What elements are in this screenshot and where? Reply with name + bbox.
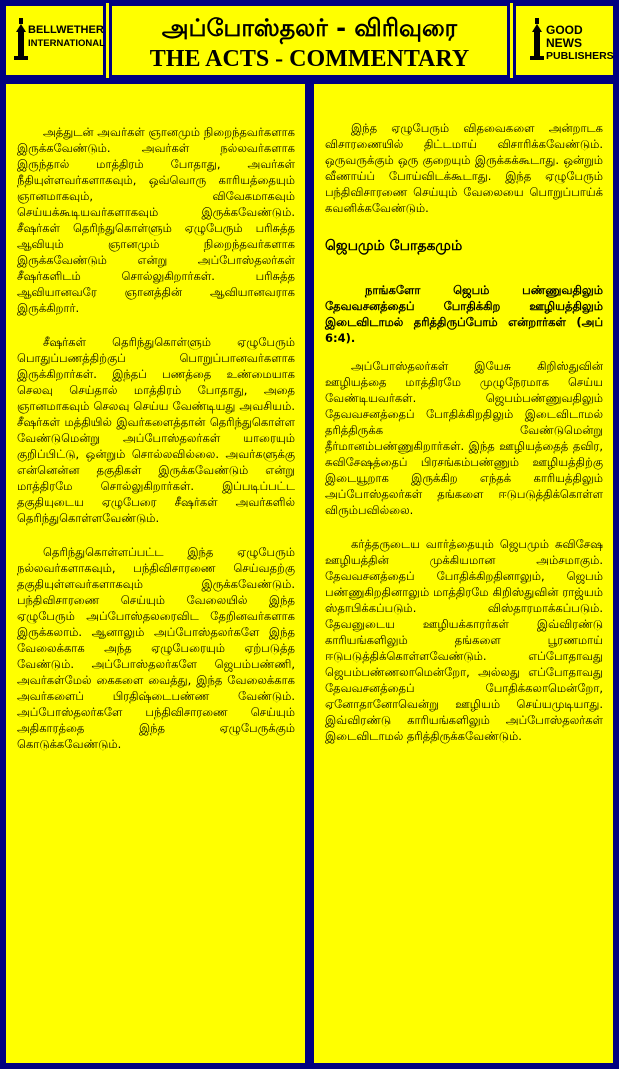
- right-column: [311, 81, 616, 1066]
- left-column: [3, 81, 308, 1066]
- good-news-logo-line1: GOOD NEWS: [546, 23, 583, 50]
- right-paragraph-2: அப்போஸ்தலர்கள் இயேசு கிறிஸ்துவின் ஊழியத்தை மாத்திரமே முழுநேரமாக செய்ய வேண்டியவர்கள். ஜெபம்பண்ணுவதிலும் தேவவசனத்தைப் போதிக்கிறதிலும் இடைவிடாமல் தரித்திருக்க வேண்டுமென்று தீர்மானம்பண்ணுகிறார்கள். இந்த ஊழியத்தைத் தவிர, சுவிசேஷத்தைப் பிரசங்கம்பண்ணும் ஊழியத்திற்கு இடையூறாக இருக்கிற எந்தக் காரியத்திலும் அப்போஸ்தலர்கள் தங்களை ஈடுபடுத்திக்கொள்ள விரும்பவில்லை.: [325, 359, 603, 517]
- title-block: [109, 3, 510, 78]
- left-paragraph-3: தெரிந்துகொள்ளப்பட்ட இந்த ஏழுபேரும் நல்லவர்களாகவும், பந்திவிசாரணை செய்வதற்கு தகுதியுள்ளவர்களாகவும் இருக்கவேண்டும். பந்திவிசாரணை செய்யும் வேலையில் இந்த ஏழுபேரும் அப்போஸ்தலரைவிட தேறினவர்களாக இருக்கலாம். ஆனாலும் அப்போஸ்தலர்களே இந்த வேலைக்காக அந்த ஏழுபேரையும் ஏற்படுத்த வேண்டும். அப்போஸ்தலர்களே ஜெபம்பண்ணி, அவர்கள்மேல் கைகளை வைத்து, இந்த வேலைக்காக அவர்களைப் பிரதிஷ்டைபண்ண வேண்டும். அப்போஸ்தலர்களே பந்திவிசாரணை செய்யும் அதிகாரத்தை இந்த ஏழுபேருக்கும் கொடுக்கவேண்டும்.: [17, 545, 295, 751]
- page-title-tamil: அப்போஸ்தலர் - விரிவுரை: [161, 14, 458, 42]
- scripture-quote: நாங்களோ ஜெபம் பண்ணுவதிலும் தேவவசனத்தைப் போதிக்கிற ஊழியத்திலும் இடைவிடாமல் தரித்திருப்போம் என்றார்கள் (அப் 6:4).: [325, 283, 603, 345]
- bellwether-logo-line2: INTERNATIONAL: [28, 38, 105, 49]
- section-heading: ஜெபமும் போதகமும்: [325, 238, 463, 254]
- bellwether-icon: [14, 18, 28, 60]
- left-paragraph-2: சீஷர்கள் தெரிந்துகொள்ளும் ஏழுபேரும் பொதுப்பணத்திற்குப் பொறுப்பானவர்களாக இருக்கிறார்கள். இந்தப் பணத்தை உண்மையாக செலவு செய்தால் மாத்திரம் போதாது, அதை ஞானமாகவும் செலவு செய்ய வேண்டியது அவசியம். சீஷர்கள் மத்தியில் இவர்களைத்தான் தெரிந்துகொள்ள வேண்டுமென்று அப்போஸ்தலர்கள் யாரையும் குறிப்பிட்டு, ஒன்றும் சொல்லவில்லை. அவர்களுக்கு என்னென்ன தகுதிகள் இருக்கவேண்டும் என்று மாத்திரமே சொல்லுகிறார்கள். இப்படிப்பட்ட தகுதியுடைய ஏழுபேரை சீஷர்கள் அவர்களில் தெரிந்துகொள்ளவேண்டும்.: [17, 335, 295, 525]
- page-title-english: THE ACTS - COMMENTARY: [149, 46, 470, 72]
- bellwether-logo: [3, 3, 106, 78]
- right-paragraph-1: இந்த ஏழுபேரும் விதவைகளை அன்றாடக விசாரணையில் திட்டமாய் விசாரிக்கவேண்டும். ஒருவருக்கும் ஒரு குறையும் இருக்கக்கூடாது. ஒன்றும் வீணாய்ப் போய்விடக்கூடாது. இந்த ஏழுபேரும் பந்திவிசாரணை செய்யும் வேலையை பொறுப்பாய்க் கவனிக்கவேண்டும்.: [325, 121, 603, 215]
- right-paragraph-3: கர்த்தருடைய வார்த்தையும் ஜெபமும் சுவிசேஷ ஊழியத்தின் முக்கியமான அம்சமாகும். தேவவசனத்தைப் போதிக்கிறதினாலும், ஜெபம் பண்ணுகிறதினாலும் மாத்திரமே கிறிஸ்துவின் ராஜ்யம் ஸ்தாபிக்கப்படும். விஸ்தாரமாக்கப்படும். தேவனுடைய ஊழியக்காரர்கள் இவ்விரண்டு காரியங்களிலும் தங்களை பூரணமாய் ஈடுபடுத்திக்கொள்ளவேண்டும். எப்போதாவது ஜெபம்பண்ணலாமென்றோ, அல்லது எப்போதாவது தேவவசனத்தைப் போதிக்கலாமென்றோ, ஏனோதானோவென்று ஊழியம் செய்யமுடியாது. இவ்விரண்டு காரியங்களிலும் அப்போஸ்தலர்கள் இடைவிடாமல் தரித்திருக்கவேண்டும்.: [325, 537, 603, 743]
- good-news-logo-text: [546, 24, 614, 63]
- page-header: [3, 3, 616, 78]
- bellwether-logo-line1: BELLWETHER: [28, 24, 104, 36]
- good-news-logo-line2: PUBLISHERS: [546, 50, 614, 62]
- good-news-logo: [513, 3, 616, 78]
- bellwether-logo-text: [28, 24, 105, 50]
- good-news-icon: [530, 18, 544, 60]
- left-paragraph-1: அத்துடன் அவர்கள் ஞானமும் நிறைந்தவர்களாக இருக்கவேண்டும். அவர்கள் நல்லவர்களாக இருந்தால் மாத்திரம் போதாது, அவர்கள் நீதியுள்ளவர்களாகவும், ஒவ்வொரு காரியத்தையும் ஞானமாகவும், விவேகமாகவும் செய்யக்கூடியவர்களாகவும் இருக்கவேண்டும். சீஷர்கள் தெரிந்துகொள்ளும் ஏழுபேரும் பரிசுத்த ஆவியும் ஞானமும் நிறைந்தவர்களாக இருக்கவேண்டும் என்று அப்போஸ்தலர்கள் சீஷர்களிடம் சொல்லுகிறார்கள். பரிசுத்த ஆவியானவரே ஞானத்தின் ஆவியானவராக இருக்கிறார்.: [17, 125, 295, 315]
